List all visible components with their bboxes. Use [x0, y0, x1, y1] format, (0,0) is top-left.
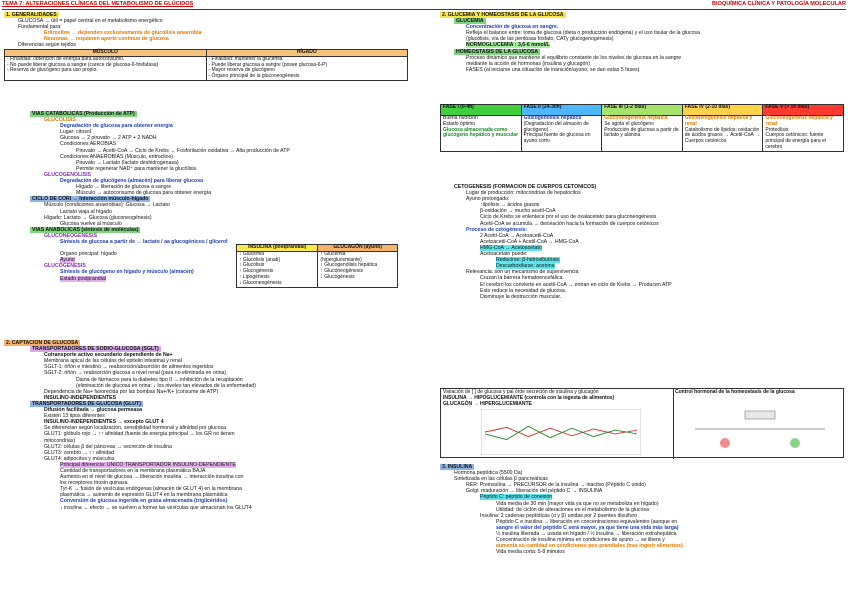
text-line: aumenta su cantidad en condiciones pos-prandiales (tras ingerir alimentos) — [496, 543, 683, 550]
text-line: Descarboxilarse: acetona — [496, 263, 555, 270]
text-line: Estado postprandial — [60, 275, 106, 282]
text-line: Lugar: citosol — [60, 129, 91, 136]
text-line: Condiciones ANAEROBIAS (Músculo, eritrocitos) — [60, 153, 174, 160]
table-cell: (hiperglucemiante) — [320, 256, 362, 263]
text-line: Concentración de insulina mínima en condiciones de ayuno → se libera y — [496, 537, 665, 544]
insulina-glucagon-table — [236, 244, 398, 288]
text-line: Neuronas → requieren aporte continuo de glucosa — [44, 36, 169, 43]
text-line: Eritrocitos → dependen exclusivamente de glucólisis anaerobia — [44, 30, 202, 37]
left-column — [4, 12, 414, 600]
diagram-node — [790, 438, 800, 448]
text-line: GLUCOGÉNESIS — [44, 263, 86, 270]
text-line: Esto reduce la necesidad de glucosa. — [480, 287, 567, 294]
table-cell: Buena nutrición — [443, 115, 478, 121]
text-line: Músculo → autoconsumo de glucosa para obtener energía — [76, 190, 211, 197]
text-line: SGLT-1: riñón e intestino → reabsorción/absorción de alimentos ingeridos — [44, 364, 214, 371]
table-cell: - Reserva de glucógeno para uso propio. — [7, 67, 98, 74]
table-cell: Glucogenólisis hepática — [523, 115, 582, 121]
text-line: Degradación de glucógeno (almacén) para liberar glucosa — [60, 178, 203, 185]
table-cell: ↓ Glucogénesis — [320, 273, 355, 280]
text-line: Hormona peptídica (5500 Da) — [454, 470, 523, 477]
table-cell: - No puede liberar glucosa a sangre (carece de glucosa-6-fosfatasa) — [7, 61, 159, 68]
text-line: Órgano principal: hígado — [60, 251, 117, 258]
table-header: GLUCAGÓN (ayuno) — [318, 245, 398, 252]
text-line: Permite regenerar NAD⁺ para mantener la glucólisis. — [76, 165, 198, 172]
table-cell: - Órgano principal de la gluconeogénesis — [208, 73, 300, 80]
text-line: HOMEOSTASIS DE LA GLUCOSA — [456, 48, 539, 55]
text-line: Principal diferencia: ÚNICO TRANSPORTADOR INSULINO-DEPENDIENTE — [60, 461, 236, 468]
text-line: Glucosa → 2 piruvato → 2 ATP + 2 NADH — [60, 135, 157, 142]
text-line: (glucólisis, vía de las pentosas fosfato, CATy glucogenogénesis) — [466, 36, 614, 43]
text-line: Cantidad de transportadores en la membrana plasmática BAJA — [60, 467, 206, 474]
table-cell: Principal fuente de glucosa en ayuno corto — [523, 132, 591, 145]
page-header — [2, 1, 846, 10]
text-line: Síntesis de glucógeno en hígado y músculo (almacén) — [60, 269, 194, 276]
table-cell: Proteólisis — [765, 126, 789, 133]
table-header: FASE V (> 10 días) — [763, 105, 844, 116]
table-header: MÚSCULO — [5, 50, 207, 57]
text-line: Acetoacetil-CoA + Acetil-CoA → HMG-CoA — [480, 238, 579, 245]
text-line: GLUT1: glóbulo rojo → ↑↑ afinidad (fuente de energía principal → los GR no tienen — [44, 431, 235, 438]
text-line: sangre el valor del péptido C será mayor, ya que tiene una vida más larga) — [496, 524, 679, 531]
table-cell: ↑ Glucogénesis — [239, 268, 274, 275]
text-line: Vida media corta: 5-8 minutos — [496, 549, 565, 556]
table-cell: (Degradación del almacén de glucógeno) — [523, 120, 589, 133]
text-line: VÍAS ANABÓLICAS (síntesis de moléculas) — [32, 226, 139, 233]
table-cell: Gluconeogénesis hepática — [604, 115, 668, 121]
text-line: Degradación de glucosa para obtener energía — [60, 123, 173, 130]
text-line: Ayuno — [60, 257, 75, 264]
table-header: FASE II (24-30h) — [521, 105, 602, 116]
text-line: β-oxidación → mucho acetil-CoA — [480, 208, 556, 215]
table-header: HÍGADO — [206, 50, 408, 57]
text-line: Péptido C e insulina → liberación en concentraciones equivalentes (aunque en — [496, 518, 678, 525]
text-line: Lactato viaja al hígado — [60, 208, 112, 215]
table-header: FASE III (1-2 días) — [602, 105, 683, 116]
section-captacion: 2. CAPTACIÓN DE GLUCOSA — [6, 340, 79, 346]
text-line: CICLO DE CORI → Interacción músculo-hígado — [32, 196, 149, 203]
text-line: CETOGÉNESIS (FORMACIÓN DE CUERPOS CETÓNICOS) — [454, 184, 597, 190]
table-cell: Catabolismo de lípidos: oxidación de ácidos grasos → Acetil-CoA → — [684, 126, 760, 139]
text-line: INSULINO-INDEPENDIENTES → excepto GLUT 4 — [44, 419, 164, 426]
text-line: Hígado → liberación de glucosa a sangre — [76, 184, 172, 191]
text-line: ↓ insulina → efecto → se vuelven a formar las vesículas que almacenan los GLUT4 — [60, 504, 252, 511]
text-line: El cerebro los convierte en acetil-CoA → entran en ciclo de Krebs → Producen ATP — [480, 281, 672, 288]
text-line: Utilidad: de ciclón de alteraciones en el metabolismo de la glucosa — [496, 506, 649, 513]
homeostasis-diagram — [685, 403, 835, 455]
table-header: INSULINA (postprandial) — [237, 245, 318, 252]
table-cell: ↑ Glucólisis (anab) — [239, 256, 281, 263]
section-generalidades: 1. GENERALIDADES — [6, 12, 57, 18]
table-cell: ↓ Glucemia — [239, 250, 265, 257]
text-line: Reducirse: β-hidroxibutirato — [496, 257, 560, 264]
text-line: GLUCOGENÓLISIS — [44, 171, 91, 178]
text-line: Diana de fármacos para la diabetes tipo II → inhibición de la recaptación — [76, 376, 243, 383]
text-line: plasmática → aumento de expresión GLUT4 en la membrana plasmática — [60, 492, 228, 499]
table-cell: Gluconeogénesis hepática y renal — [765, 115, 833, 127]
text-line: Diferencias según tejidos — [18, 42, 76, 49]
text-line: NORMOGLUCEMIA : 3,6-6 mmol/L — [466, 42, 550, 49]
text-line: Piruvato → Lactato (lactato deshidrogenasa) — [76, 159, 179, 166]
text-line: Glucosa vuelve al músculo — [60, 220, 122, 227]
text-line: los receptores tirosin quinasa — [60, 480, 128, 487]
chart-caption: Control hormonal de la homeostasis de la glucosa — [675, 389, 795, 395]
table-cell: ↑ Glucólisis — [239, 262, 265, 269]
text-line: Fundamental para: — [18, 24, 62, 31]
text-line: GLUCÓLISIS — [44, 117, 76, 124]
table-header: FASE IV (2-10 días) — [682, 105, 763, 116]
text-line: (eliminación de glucosa en orina: ↓ los niveles tan elevados de la enfermedad) — [76, 382, 256, 389]
doc-title: TEMA 7: ALTERACIONES CLÍNICAS DEL METABOLISMO DE GLÚCIDOS — [2, 1, 194, 7]
text-line: ½ insulina liberada → usada en hígado / ½ insulina → liberación extrahepática — [496, 531, 677, 538]
text-line: Concentración de glucosa en sangre. — [466, 24, 559, 31]
text-line: Insulina: 2 cadenas peptídicas (α y β) unidas por 2 puentes disulfuro — [480, 512, 638, 519]
text-line: GLUCEMIA — [456, 18, 484, 25]
text-line: Piruvato → Acetil-CoA → Ciclo de Krebs → Fosforilación oxidativa → Alta producción de ATP — [76, 147, 290, 154]
text-line: TRANSPORTADORES DE GLUCOSA (GLUT) — [32, 400, 141, 407]
table-cell: - Mayor reserva de glucógeno — [208, 67, 275, 74]
table-cell: Se agota el glucógeno — [604, 120, 654, 127]
glucose-line-chart — [481, 409, 641, 455]
table-cell: Producción de glucosa a partir de lactato y alanina — [604, 126, 679, 139]
text-line: Proceso de cetogénesis: — [466, 226, 528, 233]
glucose-chart-box — [440, 388, 844, 458]
musculo-higado-table — [4, 49, 408, 81]
text-line: Ayuno prolongado: — [466, 196, 510, 203]
text-line: Disminuye la destrucción muscular. — [480, 293, 562, 300]
table-cell: ↑ Lipogénesis — [239, 273, 270, 280]
table-cell: Cuerpos cetónicos — [684, 138, 727, 145]
text-line: Músculo (condiciones anaerobias): Glucosa → Lactato — [44, 202, 170, 209]
text-line: VÍAS CATABÓLICAS (Producción de ATP) — [32, 111, 135, 117]
section-glucemia: 2. GLUCEMIA Y HOMEOSTASIS DE LA GLUCOSA — [442, 12, 564, 18]
text-line: Relevancia: son un mecanismo de supervivencia — [466, 269, 579, 276]
right-column — [440, 12, 844, 600]
text-line: Cruzan la barrera hematoencefálica. — [480, 275, 564, 282]
chart-caption: Variación de [ ] de glucosa y pal órde secreción de insulina y glucagón — [443, 389, 599, 395]
text-line: Golgi: maduración → liberación del péptido C → INSULINA — [466, 488, 603, 495]
text-line: SGLT-2: riñón → reabsorción glucosa a nivel renal (para no eliminarla en orina) — [44, 370, 227, 377]
chart-caption: GLUCAGÓN → HIPERGLUCEMIANTE — [443, 400, 532, 407]
text-line: GLUT4: adipocitos y músculos — [44, 455, 115, 462]
text-line: GLUT3: cerebro → ↑↑ afinidad — [44, 449, 115, 456]
table-cell: - Puede liberar glucosa a sangre (posee glucosa-6-P) — [208, 61, 328, 68]
table-cell: ↑ Gluconeogénesis — [320, 268, 363, 275]
text-line: Hígado: Lactato → Glucosa (gluconeogénesis) — [44, 214, 152, 221]
section-insulina: 3. INSULINA — [442, 464, 473, 470]
text-line: Se diferencian según localización, sensibilidad hormonal y afinidad por glucosa — [44, 425, 226, 432]
fases-table — [440, 104, 844, 152]
text-line: mediante la acción de hormonas (insulina y glucagón) — [466, 60, 590, 67]
text-line: GLUCOSA → útil = papel central en el metabolismo energético — [18, 18, 163, 25]
table-cell: Gluconeogénesis hepática y renal — [684, 115, 753, 127]
diagram-box — [745, 411, 775, 419]
text-line: ↑lipólisis → ácidos grasos — [480, 202, 540, 209]
table-cell: Estado óptimo — [443, 120, 475, 127]
text-line: FASES (al iniciarse una situación de inanición/ayuno, se dan estas 5 fases) — [466, 66, 640, 73]
text-line: Péptido C: péptido de conexión — [480, 494, 553, 501]
text-line: HMG-CoA → Acetoacetato — [480, 244, 542, 251]
text-line: Difusión facilitada → glucosa permeasa — [44, 407, 143, 414]
text-line: 2 Acetil-CoA → Acetoacetil-CoA — [480, 232, 554, 239]
text-line: Refleja el balance entre: toma de glucosa (dieta o producción endógena) y el uso tisular de la glucosa — [466, 30, 700, 37]
text-line: Cotransporte activo secundario dependiente de Na+ — [44, 352, 173, 359]
table-cell: Cuerpos cetónicos: fuente principal de energía para el cerebro — [765, 132, 826, 150]
text-line: INSULINO-INDEPENDIENTES — [44, 394, 117, 401]
text-line: Acetil-CoA se acumula → desviación hacia la formación de cuerpos cetónicos — [480, 220, 659, 227]
table-cell: Glucosa almacenada como glucógeno hepático y muscular — [443, 126, 519, 139]
text-line: Condiciones AEROBIAS — [60, 141, 117, 148]
diagram-node — [720, 438, 730, 448]
text-line: Acetoacetato puede: — [480, 251, 528, 258]
text-line: Existen 13 tipos diferentes — [44, 413, 105, 420]
text-line: Síntesis de glucosa a partir de → lactato / aa glucogénicos / glicerol — [60, 238, 228, 245]
text-line: mitocondrias) — [44, 437, 76, 444]
table-cell: ↓ Gluconeogénesis — [239, 279, 282, 286]
course-title: BIOQUÍMICA CLÍNICA Y PATOLOGÍA MOLECULAR — [711, 1, 846, 7]
text-line: Sintetizada en las células β pancreáticas — [454, 476, 548, 483]
text-line: Vida media de 30 min (mayor vida ya que no se metaboliza en hígado) — [496, 500, 659, 507]
text-line: Tyr-K → fusión de vesículas endógenas (almacén de GLUT 4) en la membrana — [60, 486, 242, 493]
table-cell: ↑ Glucogenólisis hepática — [320, 262, 378, 269]
text-line: RER: Preinsulina → PRECURSOR de la insulina → inactivo (Péptido C unido) — [466, 482, 646, 489]
text-line: Lugar de producción: mitocondrias de hepatocitos — [466, 190, 581, 197]
text-line: Proceso dinámico que mantiene el equilibrio constante de los niveles de glucosa en la sangre — [466, 54, 682, 61]
text-line: Aumento en el nivel de glucosa → liberación insulina → interacción insulina con — [60, 474, 244, 481]
text-line: Membrana apical de las células del epitelio intestinal y renal — [44, 358, 182, 365]
text-line: GLUT2: células β del páncreas → secreción de insulina — [44, 443, 172, 450]
text-line: TRANSPORTADORES DE SODIO-GLUCOSA (SGLT) — [32, 346, 159, 353]
text-line: Ciclo de Krebs se enlentece por el uso de oxalacetato para gluconeogénesis — [480, 214, 657, 221]
text-line: Conversión de glucosa ingerida en grasa almacenada (triglicéridos) — [60, 498, 228, 505]
chart-caption: INSULINA → HIPOGLUCEMIANTE (controla con la ingesta de alimentos) — [443, 394, 615, 401]
table-header: FASE I (0-4h) — [441, 105, 522, 116]
text-line: Dependencia de Na+ favorecida por las bombas Na+/K+ (consume de ATP) — [44, 388, 219, 395]
table-cell: - Finalidad: mantener la glucemia — [208, 55, 283, 62]
text-line: GLUCONEOGÉNESIS — [44, 232, 98, 239]
table-cell: ↑ Glucemia — [320, 250, 346, 257]
table-cell: - Finalidad: obtención de energía para autoconsumo. — [7, 55, 125, 62]
